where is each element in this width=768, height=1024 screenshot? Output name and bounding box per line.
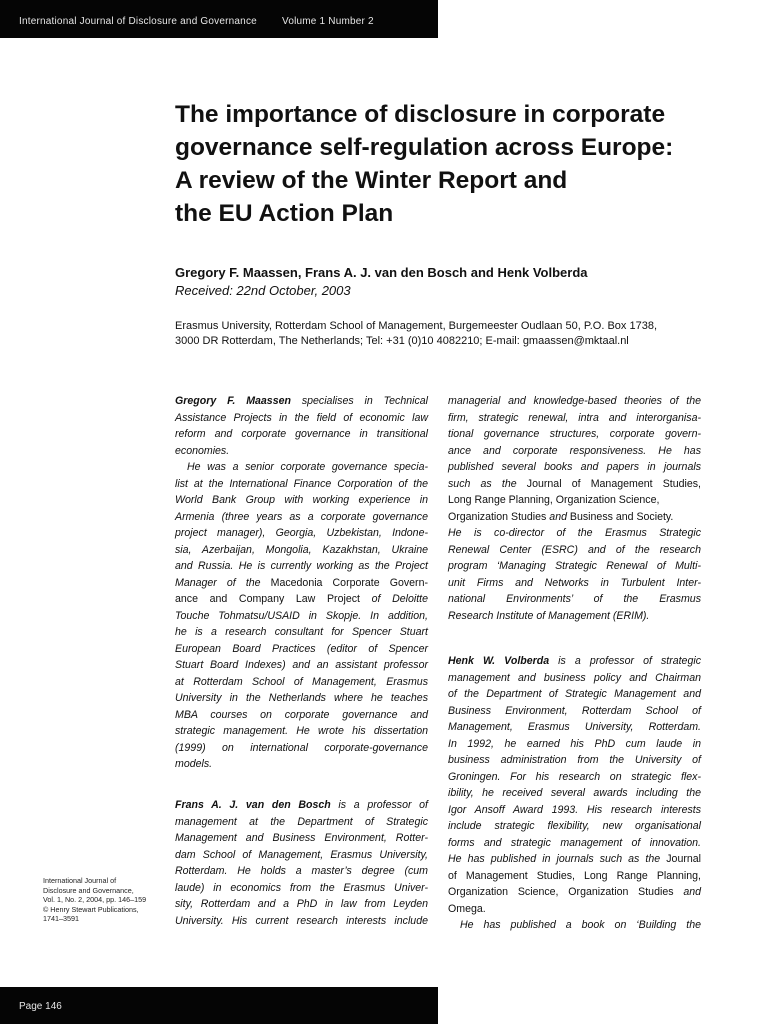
bio-line: program ‘Managing Strategic Renewal of Multi-	[448, 560, 701, 572]
bio-line: managerial and knowledge-based theories of the	[448, 395, 701, 407]
bio-line: ance and corporate responsiveness. He has	[448, 444, 701, 457]
bio-line: tional governance structures, corporate govern-	[448, 428, 701, 440]
bio-line: national Environments’ of the Erasmus	[448, 593, 701, 605]
bio-line: Management, Erasmus University, Rotterdam.	[448, 721, 701, 733]
bio-line	[175, 393, 428, 410]
author-affiliation	[175, 319, 715, 349]
bio-line	[448, 653, 701, 670]
bio-author-name: Frans A. J. van den Bosch	[175, 799, 331, 811]
bio-line: economies.	[175, 444, 230, 457]
bio-line: published several books and papers in journals	[448, 461, 701, 473]
bio-text: and	[546, 510, 570, 523]
bio-line: (1999) on international corporate-governance	[175, 741, 428, 754]
bio-line: Armenia (three years as a corporate governance	[175, 510, 428, 523]
bio-line: management at the Department of Strategic	[175, 815, 428, 828]
bio-text: ance and Company Law Project	[175, 593, 360, 605]
page-number: Page 146	[19, 1001, 62, 1012]
bio-text: He has published in journals such as the	[448, 853, 667, 865]
bio-line: Business Environment, Rotterdam School of	[448, 704, 701, 717]
bio-line: Assistance Projects in the field of economic law	[175, 411, 428, 424]
bio-line: forms and strategic management of innovation.	[448, 836, 701, 849]
bio-author-name: Henk W. Volberda	[448, 655, 550, 667]
bio-volberda	[448, 653, 701, 934]
bio-line: at Rotterdam School of Management, Erasmus	[175, 675, 428, 688]
bio-text: Organization Science, Organization Studies	[448, 886, 674, 898]
bio-van-den-bosch-continued	[448, 393, 701, 624]
journal-header-bar	[0, 0, 438, 38]
citation-line: © Henry Stewart Publications,	[43, 904, 139, 914]
bio-line: dam School of Management, Erasmus University,	[175, 848, 428, 861]
citation-block	[43, 876, 163, 924]
journal-name: International Journal of Disclosure and Governance	[19, 16, 257, 27]
title-line: governance self-regulation across Europe:	[175, 134, 674, 161]
bio-line: ibility, he received several awards including the	[448, 787, 701, 799]
bio-line: Research Institute of Management (ERIM).	[448, 609, 650, 622]
bio-line: include strategic flexibility, new organisational	[448, 820, 701, 832]
title-line: the EU Action Plan	[175, 200, 394, 227]
article-title	[175, 98, 735, 230]
bio-text: Long Range Planning, Organization Science,	[448, 494, 660, 506]
bio-text: of Deloitte	[359, 593, 428, 605]
bio-line: sity, Rotterdam and a PhD in law from Leyden	[175, 898, 428, 910]
bio-line: He has published a book on ‘Building the	[460, 919, 701, 931]
bio-line	[448, 509, 701, 526]
citation-line: International Journal of	[43, 876, 117, 885]
bio-line	[448, 884, 701, 901]
bio-line	[175, 575, 428, 592]
bio-line: firm, strategic renewal, intra and interorganisa-	[448, 411, 701, 424]
bio-text: is a professor of strategic	[549, 655, 701, 667]
bio-line: list at the International Finance Corporation of the	[175, 477, 428, 490]
bio-text: Macedonia Corporate Govern-	[270, 576, 428, 589]
bio-line: Igor Ansoff Award 1993. His research interests	[448, 803, 701, 816]
journal-volume: Volume 1 Number 2	[282, 16, 374, 27]
bio-line: European Board Practices (editor of Spencer	[175, 642, 428, 655]
bio-line: University. His current research interests include	[175, 914, 428, 927]
bio-line: models.	[175, 758, 213, 770]
bio-line: unit Firms and Networks in Turbulent Inter-	[448, 576, 701, 589]
bio-line	[448, 901, 701, 918]
bio-line: business administration from the University of	[448, 754, 701, 766]
page-footer-bar	[0, 987, 438, 1024]
received-date: Received: 22nd October, 2003	[175, 283, 351, 298]
bio-line: Management and Business Environment, Rotter-	[175, 832, 428, 844]
bio-text: Business and Society.	[569, 510, 674, 523]
title-line: The importance of disclosure in corporate	[175, 101, 666, 128]
bio-text: Omega.	[448, 902, 486, 915]
bio-text: and	[673, 886, 701, 898]
bio-line: reform and corporate governance in transitional	[175, 428, 428, 440]
bio-line	[175, 797, 428, 814]
bio-line	[175, 591, 428, 608]
bio-line: laude) in economics from the Erasmus Univer-	[175, 881, 428, 894]
bio-text: of Management Studies, Long Range Planning,	[448, 869, 701, 882]
bio-line: Renewal Center (ESRC) and of the research	[448, 543, 701, 556]
bio-line: he is a research consultant for Spencer Stuart	[175, 626, 428, 638]
citation-line: Vol. 1, No. 2, 2004, pp. 146–159	[43, 895, 147, 905]
affiliation-line: Erasmus University, Rotterdam School of Management, Burgemeester Oudlaan 50, P.O. Box 1738,	[175, 320, 658, 332]
bio-line: management and business policy and Chairman	[448, 671, 701, 684]
bio-text: Journal of Management Studies,	[526, 477, 701, 490]
bio-line: University in the Netherlands where he teaches	[175, 692, 428, 704]
bio-line	[448, 492, 701, 509]
bio-line: He was a senior corporate governance specia-	[187, 461, 428, 473]
bio-line: Groningen. For his research on strategic flex-	[448, 770, 701, 783]
bio-line: of the Department of Strategic Management and	[448, 688, 701, 700]
bio-author-name: Gregory F. Maassen	[175, 395, 291, 407]
bio-text: Manager of the	[175, 576, 271, 589]
bio-line: He is co-director of the Erasmus Strategic	[448, 527, 701, 539]
bio-maassen	[175, 393, 428, 773]
bio-line: strategic management. He wrote his dissertation	[175, 725, 428, 737]
bio-text: Organization Studies	[448, 510, 547, 523]
author-list: Gregory F. Maassen, Frans A. J. van den Bosch and Henk Volberda	[175, 265, 588, 280]
bio-line	[448, 476, 701, 493]
bio-line: Rotterdam. He holds a master’s degree (cum	[175, 865, 428, 877]
bio-line: Touche Tohmatsu/USAID in Skopje. In addition,	[175, 609, 428, 622]
bio-line: and Russia. He is currently working as the Project	[175, 560, 428, 572]
bio-line	[448, 868, 701, 885]
bio-line: project manager), Georgia, Uzbekistan, Indone-	[175, 527, 428, 539]
bio-line: sia, Azerbaijan, Mongolia, Kazakhstan, Ukraine	[175, 543, 428, 556]
bio-text: such as the	[448, 477, 527, 490]
bio-line	[448, 851, 701, 868]
bio-text: is a professor of	[330, 799, 428, 811]
affiliation-line: 3000 DR Rotterdam, The Netherlands; Tel: +31 (0)10 4082210; E-mail: gmaassen@mktaal.nl	[175, 335, 629, 347]
title-line: A review of the Winter Report and	[175, 167, 568, 194]
bio-line: Stuart Board Indexes) and an assistant professor	[175, 659, 428, 671]
bio-van-den-bosch	[175, 797, 428, 929]
bio-text: specialises in Technical	[290, 395, 428, 407]
bio-text: Journal	[666, 853, 701, 865]
citation-line: 1741–3591	[43, 914, 79, 924]
bio-line: In 1992, he earned his PhD cum laude in	[448, 737, 701, 750]
bio-line: MBA courses on corporate governance and	[175, 708, 428, 721]
bio-line: World Bank Group with working experience in	[175, 494, 428, 506]
citation-line: Disclosure and Governance,	[43, 885, 134, 895]
